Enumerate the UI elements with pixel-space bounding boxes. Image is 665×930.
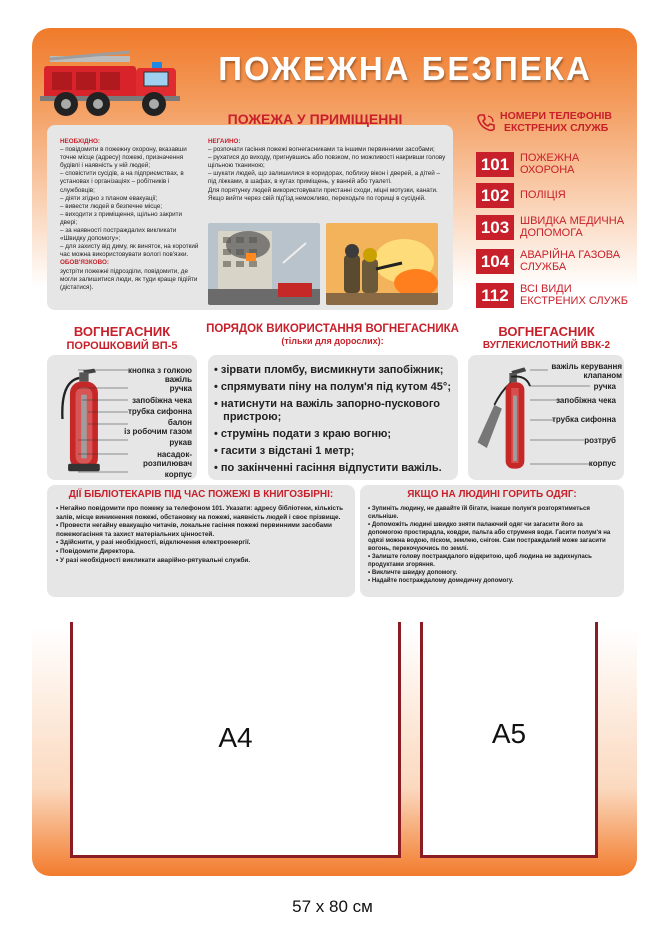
emergency-item <box>476 283 636 313</box>
duty-heading: ОБОВ'ЯЗКОВО: <box>60 259 109 267</box>
library-item: • Негайно повідомити про пожежу за телефоном 101. Указати: адресу бібліотеки, кількість залів, місце виникнення пожежі, обстановку на пожежі, наявність людей і своє прізвище. <box>56 505 344 521</box>
firefighters-photo <box>326 223 438 305</box>
emergency-number: 102 <box>476 183 514 208</box>
stand-size: 57 х 80 см <box>292 897 373 916</box>
usage-title <box>200 323 465 347</box>
powder-extinguisher-title <box>47 325 197 353</box>
usage-step: • струмінь подати з краю вогню; <box>214 428 392 440</box>
powder-label: кнопка з голкою <box>127 366 192 375</box>
emergency-title-line2: ЕКСТРЕНИХ СЛУЖБ <box>504 122 609 134</box>
page-title: ПОЖЕЖНА БЕЗПЕКА <box>218 50 592 87</box>
emergency-label: ДОПОМОГА <box>520 227 583 239</box>
emergency-label: ШВИДКА МЕДИЧНА <box>520 215 625 227</box>
powder-leader-lines <box>78 362 128 482</box>
clothes-item: • Зупиніть людину, не давайте їй бігати, інакше полум'я розгорятиметься сильніше. <box>368 505 590 520</box>
emergency-label: ОХОРОНА <box>520 164 575 176</box>
library-item: • У разі необхідності викликати аварійно-рятувальні служби. <box>56 556 251 564</box>
emergency-number: 112 <box>476 283 514 308</box>
pocket-a5-label: А5 <box>491 718 527 749</box>
powder-label: запобіжна чека <box>132 396 192 405</box>
powder-title-line2: ПОРОШКОВИЙ ВП-5 <box>66 340 178 352</box>
clothes-list <box>368 505 618 585</box>
emergency-item <box>476 249 636 279</box>
powder-label: важіль <box>164 375 192 384</box>
must-text: – повідомити в пожежну охорону, вказавши точне місце (адресу) пожежі, призначення будівлі і наявність у ній людей; – сповістити сусідів, а на підприємствах, в установах і організаціях – робітників і службовців; – діяти згідно з планом евакуації; – вивести людей в безпечне місце; – виходити з приміщення, щільно закрити двері; – за наявності постраждалих викликати «Швидку допомогу»; – для захисту від диму, як виняток, на короткий час можна використовувати вологі пов'язки. <box>60 146 199 259</box>
must-heading: НЕОБХІДНО: <box>60 138 100 145</box>
usage-steps <box>214 364 460 479</box>
fire-indoors-title: ПОЖЕЖА У ПРИМІЩЕННІ <box>227 111 403 127</box>
library-title: ДІЇ БІБЛІОТЕКАРІВ ПІД ЧАС ПОЖЕЖІ В КНИГОЗБІРНІ: <box>68 489 334 500</box>
co2-label: важіль керування <box>551 362 622 371</box>
emergency-title-line1: НОМЕРИ ТЕЛЕФОНІВ <box>500 110 612 122</box>
fire-indoors-right-text <box>208 138 446 222</box>
forbidden-heading: НЕГАЙНО: <box>208 138 241 145</box>
powder-title-line1: ВОГНЕГАСНИК <box>73 324 171 339</box>
co2-leader-lines <box>530 368 590 468</box>
co2-label: розтруб <box>584 436 616 445</box>
phone-icon <box>476 113 496 133</box>
duty-text: зустріти пожежні підрозділи, повідомити, де могли залишитися люди, як туди краще підійти (дістатися). <box>60 267 198 291</box>
forbidden-text: – розпочати гасіння пожежі вогнегасниками та іншими первинними засобами; – рухатися до виходу, пригнувшись або повзком, по можливості накривши голову щільною тканиною; – шукати людей, що залишилися в коридорах, поблизу вікон і дверей, а дітей – під ліжками, в шафах, в кутах приміщень, у ванній або туалеті. Для порятунку людей використовувати пристанні сходи, міцні мотузки, канати. Якщо вийти через свій під'їзд неможливо, переходьте по горищі в сусідній. <box>208 146 446 202</box>
emergency-item <box>476 152 636 182</box>
powder-label: рукав <box>169 438 192 447</box>
powder-label: корпус <box>164 470 192 479</box>
co2-label: трубка сифонна <box>551 415 616 424</box>
clothes-item: • Допоможіть людині швидко зняти палаючий одяг чи загасити його за допомогою простирадла, ковдри, пальта або струменя води. Гасити полум'я на одязі можна водою, піском, землею, снігом. Сам постраждалий може загасити вогонь, перекочуючись по землі. <box>368 521 611 552</box>
fire-truck-icon <box>40 38 180 120</box>
usage-step: • спрямувати піну на полум'я під кутом 45°; <box>214 381 451 393</box>
emergency-label: ПОЖЕЖНА <box>520 152 580 164</box>
emergency-number: 104 <box>476 249 514 274</box>
library-item: • Повідомити Директора. <box>56 547 135 555</box>
usage-step: • натиснути на важіль запорно-пускового <box>214 398 440 410</box>
usage-title-main: ПОРЯДОК ВИКОРИСТАННЯ ВОГНЕГАСНИКА <box>206 323 459 335</box>
pocket-a4[interactable] <box>70 622 401 858</box>
clothes-title: ЯКЩО НА ЛЮДИНІ ГОРИТЬ ОДЯГ: <box>407 489 577 500</box>
emergency-number: 103 <box>476 215 514 240</box>
co2-title-line2: ВУГЛЕКИСЛОТНИЙ ВВК-2 <box>482 340 611 351</box>
clothes-item: • Залиште голову постраждалого відкритою, щоб людина не задихнулась продуктами згоряння. <box>368 553 592 568</box>
usage-step: • по закінченні гасіння відпустити важіль. <box>214 462 442 474</box>
usage-step: • зірвати пломбу, висмикнути запобіжник; <box>214 364 444 376</box>
co2-label: запобіжна чека <box>556 396 616 405</box>
emergency-label: ВСІ ВИДИ <box>520 283 572 295</box>
emergency-label: ПОЛІЦІЯ <box>520 189 566 201</box>
powder-label: трубка сифонна <box>127 407 192 416</box>
library-list <box>56 505 350 565</box>
usage-step: пристрою; <box>214 411 282 423</box>
emergency-title <box>500 110 630 134</box>
co2-label: клапаном <box>583 371 622 380</box>
powder-label: розпилювач <box>142 459 192 468</box>
emergency-item <box>476 215 636 245</box>
powder-label: ручка <box>169 384 192 393</box>
pocket-a4-label: А4 <box>218 722 253 753</box>
co2-extinguisher-title <box>468 325 625 353</box>
powder-label: із робочим газом <box>124 427 192 436</box>
fire-indoors-left-text <box>60 138 200 308</box>
usage-step: • гасити з відстані 1 метр; <box>214 445 355 457</box>
emergency-label: ЕКСТРЕНИХ СЛУЖБ <box>520 295 628 307</box>
co2-title-line1: ВОГНЕГАСНИК <box>498 324 595 339</box>
usage-subtitle: (тільки для дорослих): <box>281 336 384 346</box>
powder-label: насадок- <box>157 450 192 459</box>
clothes-item: • Викличте швидку допомогу. <box>368 569 458 576</box>
library-item: • Провести негайну евакуацію читачів, локальне гасіння пожежі первинними засобами пожежогасіння та захист матеріальних цінностей. <box>56 522 332 538</box>
powder-label: балон <box>167 418 192 427</box>
pocket-a5[interactable] <box>420 622 598 858</box>
co2-label: ручка <box>593 382 616 391</box>
co2-label: корпус <box>588 459 616 468</box>
emergency-item <box>476 183 636 213</box>
clothes-item: • Надайте постраждалому домедичну допомогу. <box>368 577 514 584</box>
emergency-label: СЛУЖБА <box>520 261 567 273</box>
burning-building-photo <box>208 223 320 305</box>
emergency-label: АВАРІЙНА ГАЗОВА <box>520 249 621 261</box>
library-item: • Здійснити, у разі необхідності, відключення електроенергії. <box>56 539 251 547</box>
emergency-number: 101 <box>476 152 514 177</box>
